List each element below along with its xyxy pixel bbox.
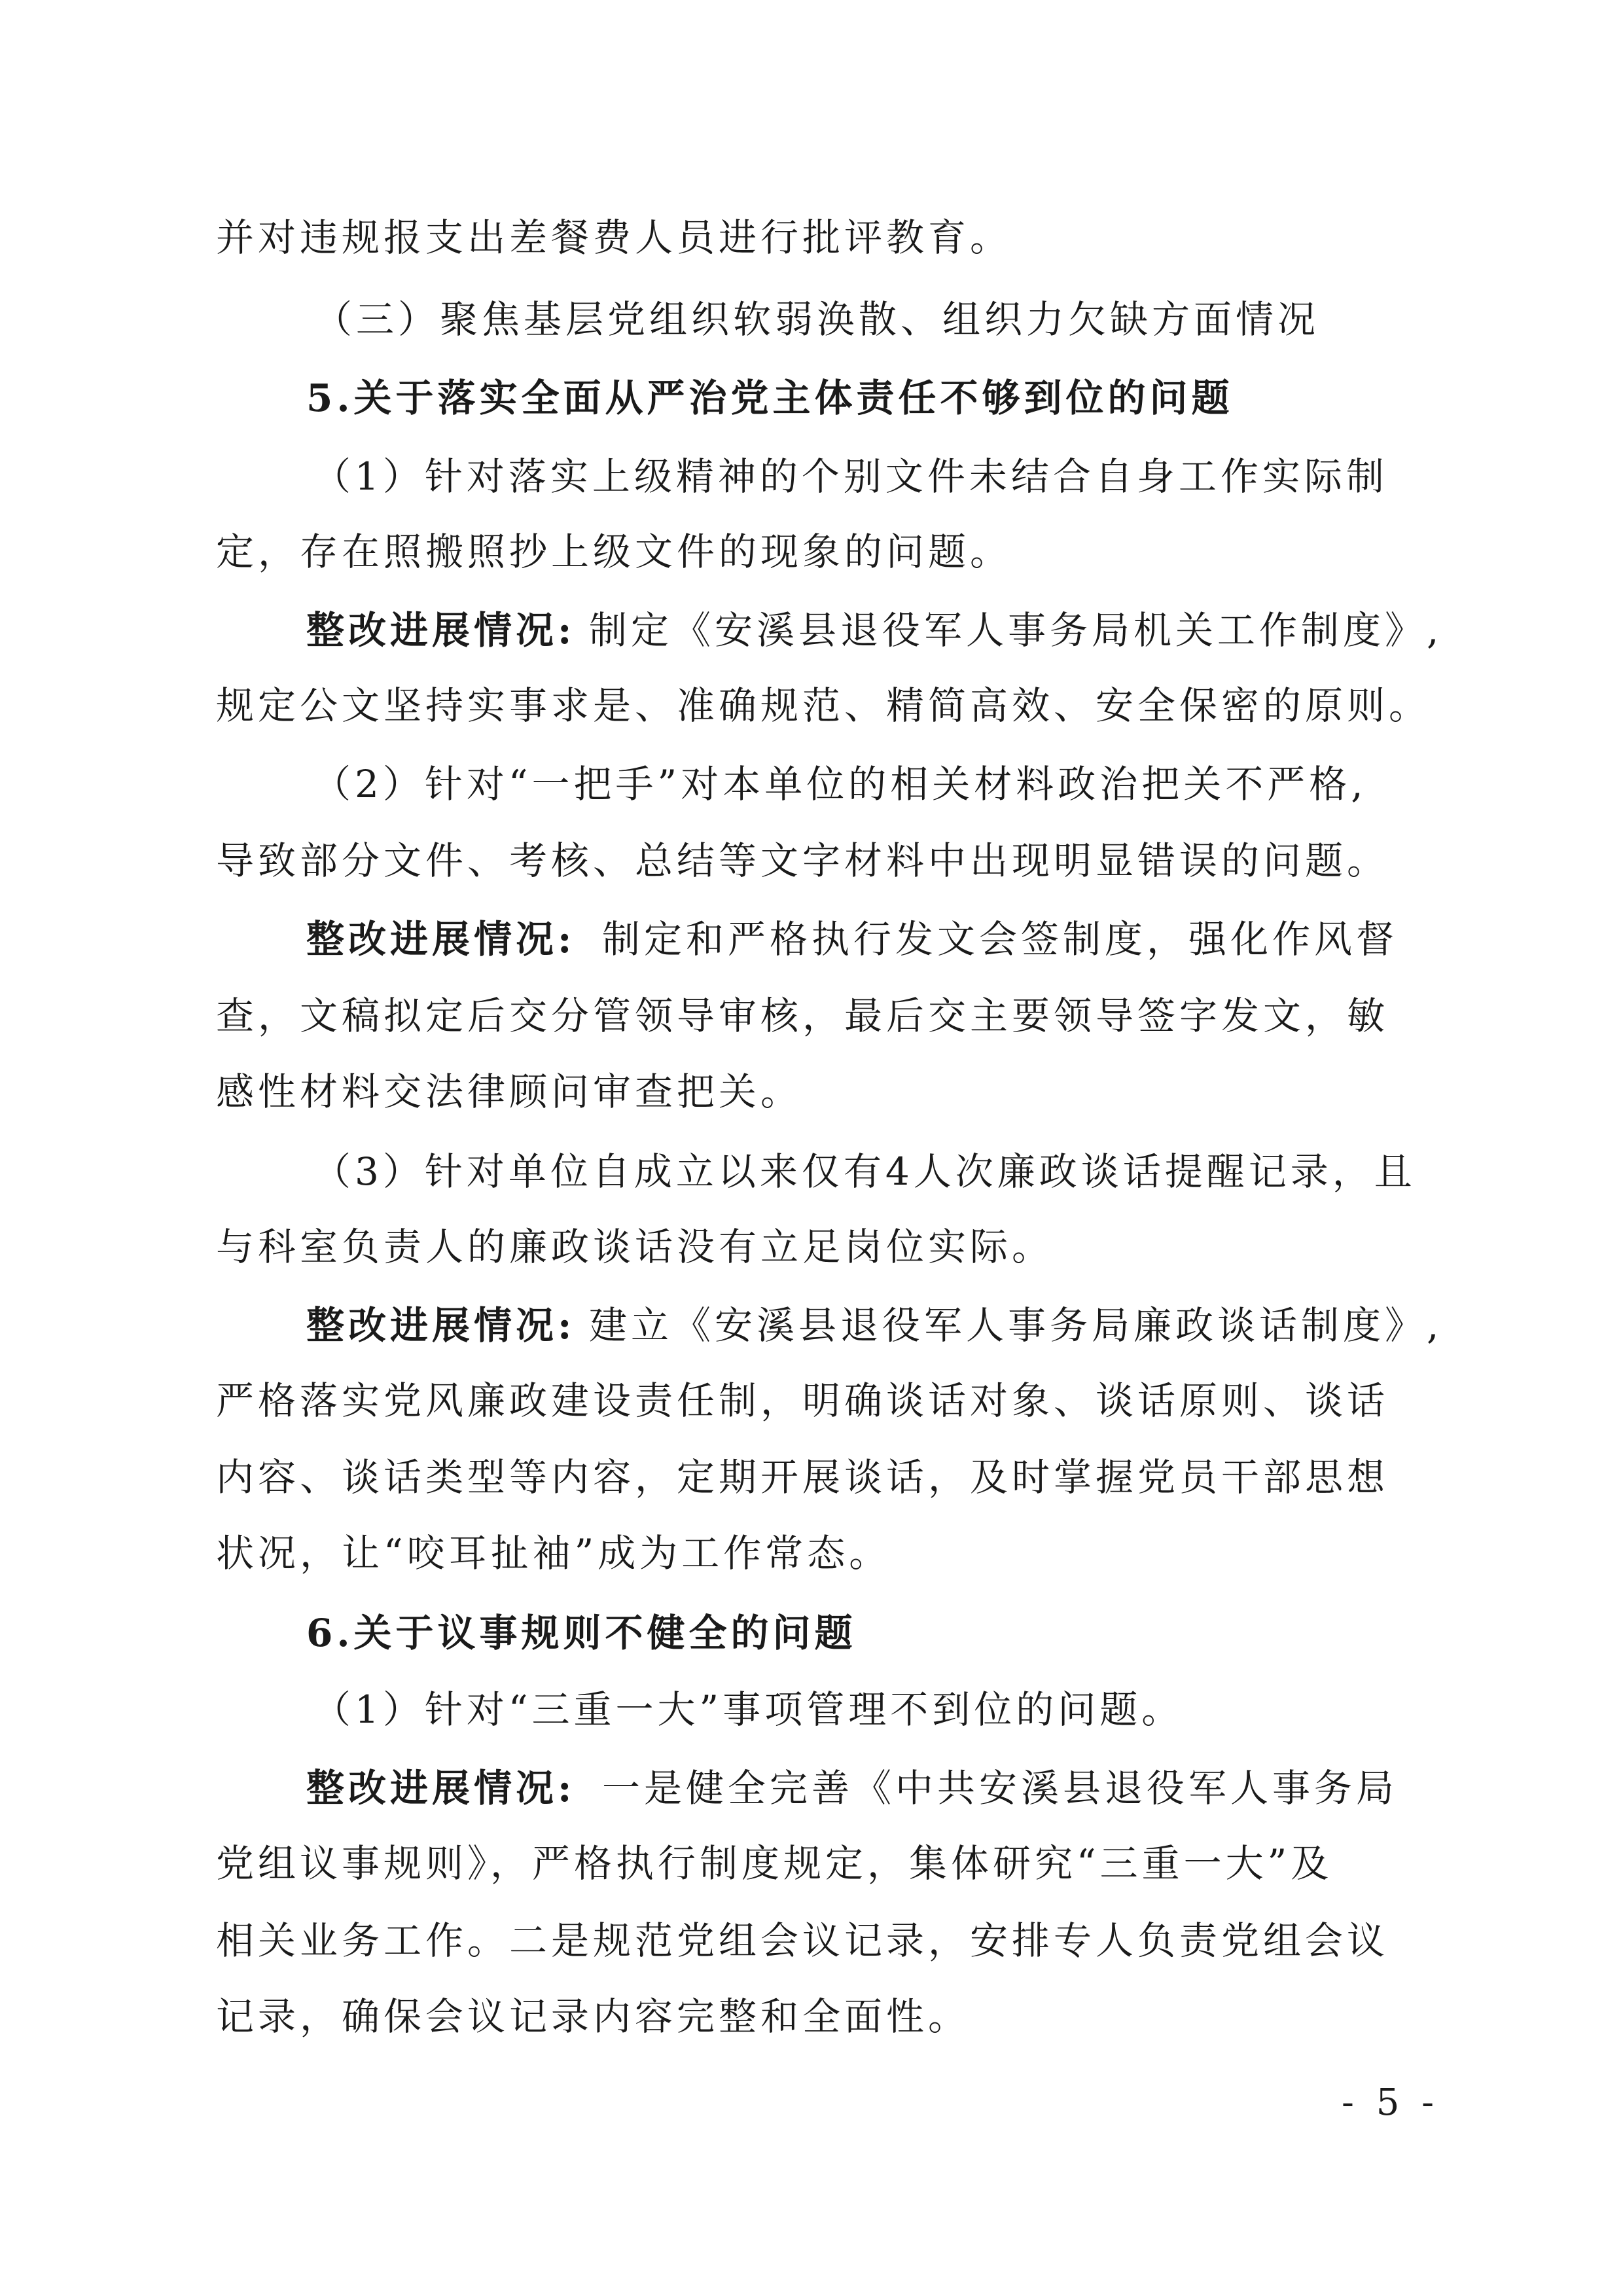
paragraph-line: 感性材料交法律顾问审查把关。 [216, 1069, 803, 1114]
paragraph-line: 严格落实党风廉政建设责任制，明确谈话对象、谈话原则、谈话 [216, 1378, 1389, 1423]
paragraph-line: 规定公文坚持实事求是、准确规范、精简高效、安全保密的原则。 [216, 683, 1431, 728]
progress-label: 整改进展情况: [306, 608, 576, 653]
progress-label: 整改进展情况: [306, 917, 576, 961]
item-heading: 5.关于落实全面从严治党主体责任不够到位的问题 [306, 376, 1234, 420]
issue-line: （1）针对“三重一大”事项管理不到位的问题。 [313, 1687, 1184, 1732]
issue-line: 与科室负责人的廉政谈话没有立足岗位实际。 [216, 1225, 1054, 1269]
issue-line: （2）针对“一把手”对本单位的相关材料政治把关不严格, [313, 762, 1367, 806]
issue-line: 定，存在照搬照抄上级文件的现象的问题。 [216, 529, 1012, 574]
paragraph-line: 建立《安溪县退役军人事务局廉政谈话制度》, [589, 1303, 1443, 1348]
paragraph-line: 一是健全完善《中共安溪县退役军人事务局 [602, 1766, 1399, 1810]
issue-line: （3）针对单位自成立以来仅有4人次廉政谈话提醒记录，且 [313, 1149, 1416, 1194]
paragraph-line: 党组议事规则》，严格执行制度规定，集体研究“三重一大”及 [216, 1841, 1333, 1886]
page-number: - 5 - [1342, 2081, 1440, 2124]
paragraph-line: 制定和严格执行发文会签制度，强化作风督 [602, 917, 1399, 961]
paragraph-line: 制定《安溪县退役军人事务局机关工作制度》, [589, 608, 1443, 653]
progress-label: 整改进展情况: [306, 1766, 576, 1810]
section-heading: （三）聚焦基层党组织软弱涣散、组织力欠缺方面情况 [314, 297, 1320, 342]
paragraph-line: 记录，确保会议记录内容完整和全面性。 [216, 1994, 971, 2039]
paragraph-line: 内容、谈话类型等内容，定期开展谈话，及时掌握党员干部思想 [216, 1455, 1389, 1499]
progress-label: 整改进展情况: [306, 1303, 576, 1348]
paragraph-line: 状况，让“咬耳扯袖”成为工作常态。 [216, 1531, 891, 1575]
paragraph-line: 相关业务工作。二是规范党组会议记录，安排专人负责党组会议 [216, 1918, 1389, 1963]
paragraph-line: 并对违规报支出差餐费人员进行批评教育。 [216, 215, 1012, 260]
issue-line: 导致部分文件、考核、总结等文字材料中出现明显错误的问题。 [216, 838, 1389, 883]
paragraph-line: 查，文稿拟定后交分管领导审核，最后交主要领导签字发文，敏 [216, 994, 1389, 1038]
issue-line: （1）针对落实上级精神的个别文件未结合自身工作实际制 [313, 454, 1388, 499]
item-heading: 6.关于议事规则不健全的问题 [306, 1611, 857, 1655]
